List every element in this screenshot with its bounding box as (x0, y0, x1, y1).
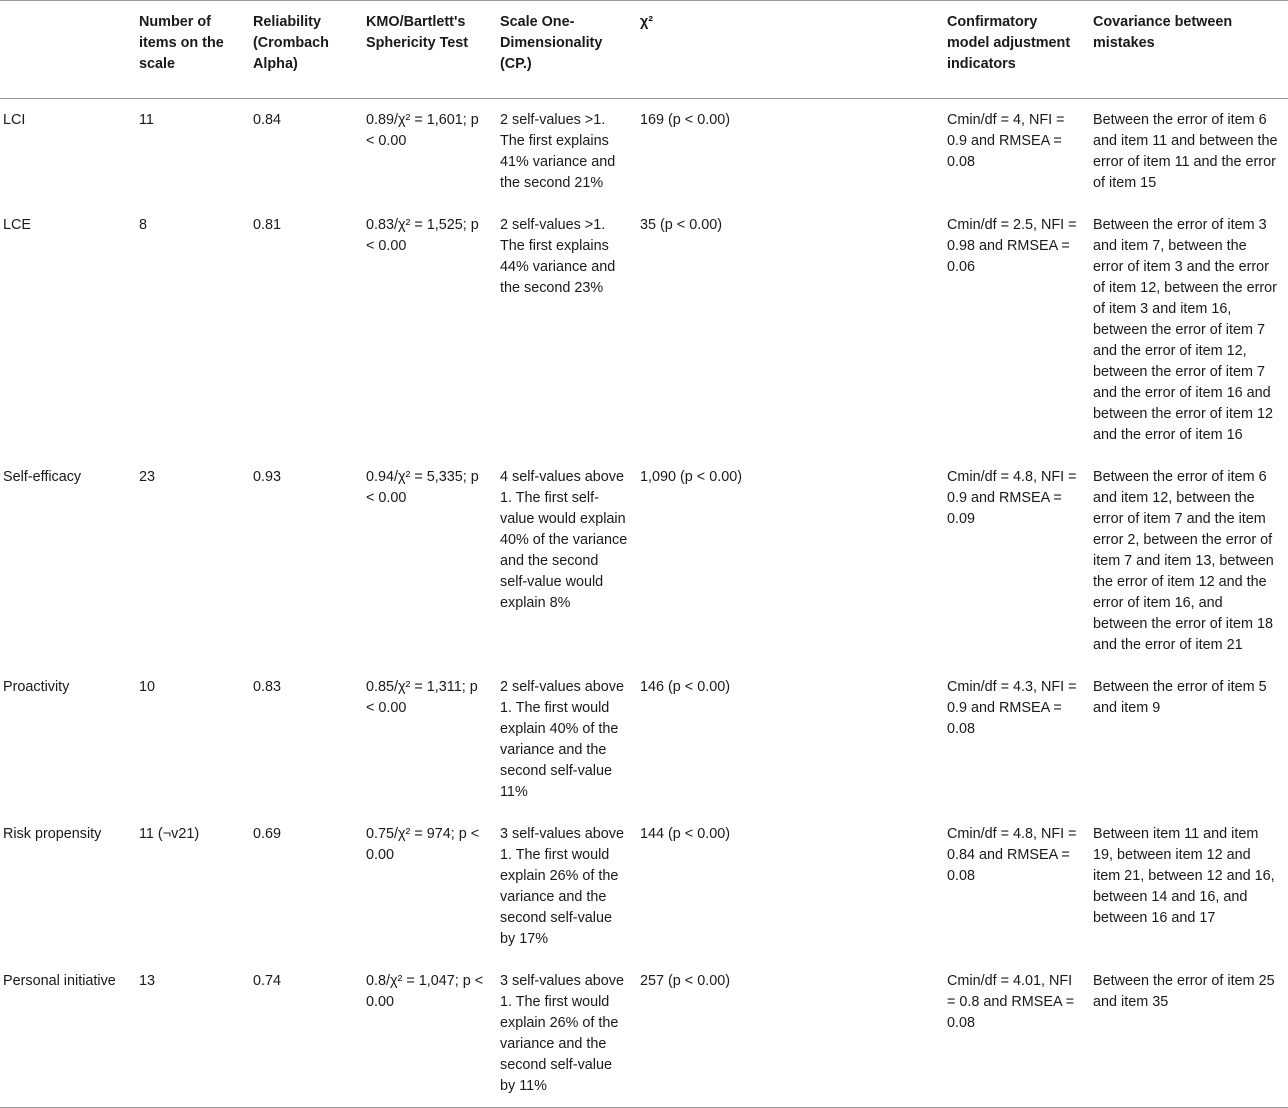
cell-items: 11 (139, 112, 154, 128)
cell-covariance: Between item 11 and item 19, between item 12 and item 21, between 12 and 16, between 14 and 16, and between 16 and 17 (1093, 826, 1275, 926)
cell-chi2: 169 (p < 0.00) (640, 112, 731, 128)
table-row (0, 99, 1288, 205)
cell-reliability: 0.81 (253, 217, 282, 233)
cell-scale: Risk propensity (3, 826, 102, 842)
header-dimensionality: Scale One-Dimensionality (CP.) (497, 1, 637, 99)
header-row (0, 1, 1288, 99)
cell-kmo: 0.83/χ² = 1,525; p < 0.00 (366, 217, 479, 254)
table-header (0, 1, 1288, 99)
cell-indicators: Cmin/df = 2.5, NFI = 0.98 and RMSEA = 0.06 (947, 217, 1077, 275)
cell-dimensionality: 4 self-values above 1. The first self-value would explain 40% of the variance and the second self-value would explain 8% (500, 469, 628, 611)
cell-kmo: 0.75/χ² = 974; p < 0.00 (366, 826, 480, 863)
header-reliability: Reliability (Crombach Alpha) (250, 1, 363, 99)
header-covariance: Covariance between mistakes (1090, 1, 1288, 99)
cell-covariance: Between the error of item 25 and item 35 (1090, 960, 1288, 1108)
cell-covariance: Between the error of item 3 and item 7, between the error of item 3 and the error of item 12, between the error of item 3 and item 16, between the error of item 7 and the error of item 12, between the error of item 7 and the error of item 16 and between the error of item 12 and the error of item 16 (1093, 217, 1277, 443)
cell-chi2: 257 (p < 0.00) (637, 960, 944, 1108)
cell-kmo: 0.94/χ² = 5,335; p < 0.00 (366, 469, 479, 506)
cell-kmo: 0.8/χ² = 1,047; p < 0.00 (363, 960, 497, 1108)
cell-reliability: 0.84 (253, 112, 282, 128)
cell-dimensionality: 2 self-values >1. The first explains 41% variance and the second 21% (500, 112, 616, 191)
cell-items: 23 (139, 469, 156, 485)
table-body (0, 99, 1288, 1108)
cell-reliability: 0.74 (250, 960, 363, 1108)
cell-scale: Proactivity (3, 679, 70, 695)
table-row (0, 960, 1288, 1108)
cell-reliability: 0.69 (253, 826, 282, 842)
table-row (0, 813, 1288, 960)
cell-dimensionality: 3 self-values above 1. The first would explain 26% of the variance and the second self-value by 11% (497, 960, 637, 1108)
cell-kmo: 0.89/χ² = 1,601; p < 0.00 (366, 112, 479, 149)
cell-chi2: 144 (p < 0.00) (640, 826, 731, 842)
cell-indicators: Cmin/df = 4.01, NFI = 0.8 and RMSEA = 0.08 (944, 960, 1090, 1108)
table-row (0, 666, 1288, 813)
header-indicators: Confirmatory model adjustment indicators (944, 1, 1090, 99)
header-items: Number of items on the scale (136, 1, 250, 99)
cell-scale: Self-efficacy (3, 469, 82, 485)
cell-items: 10 (139, 679, 156, 695)
table-row (0, 456, 1288, 666)
cell-dimensionality: 2 self-values >1. The first explains 44% variance and the second 23% (500, 217, 616, 296)
cell-indicators: Cmin/df = 4.3, NFI = 0.9 and RMSEA = 0.08 (947, 679, 1077, 737)
cell-reliability: 0.83 (253, 679, 282, 695)
cell-scale: LCE (3, 217, 31, 233)
cell-items: 8 (139, 217, 148, 233)
cell-covariance: Between the error of item 6 and item 12, between the error of item 7 and the item error 2, between the error of item 7 and item 13, between the error of item 12 and the error of item 16, and between the error of item 18 and the error of item 21 (1093, 469, 1274, 653)
cell-covariance: Between the error of item 6 and item 11 and between the error of item 11 and the error of item 15 (1093, 112, 1278, 191)
cell-chi2: 1,090 (p < 0.00) (640, 469, 743, 485)
header-chi2: χ² (637, 1, 944, 99)
cell-covariance: Between the error of item 5 and item 9 (1093, 679, 1267, 716)
cell-items: 13 (136, 960, 250, 1108)
header-kmo: KMO/Bartlett's Sphericity Test (363, 1, 497, 99)
cell-kmo: 0.85/χ² = 1,311; p < 0.00 (366, 679, 478, 716)
cell-items: 11 (¬v21) (139, 826, 200, 842)
cell-dimensionality: 2 self-values above 1. The first would explain 40% of the variance and the second self-value 11% (500, 679, 624, 800)
cell-reliability: 0.93 (253, 469, 282, 485)
cell-indicators: Cmin/df = 4, NFI = 0.9 and RMSEA = 0.08 (947, 112, 1065, 170)
cell-scale: Personal initiative (0, 960, 136, 1108)
cell-chi2: 146 (p < 0.00) (640, 679, 731, 695)
cell-indicators: Cmin/df = 4.8, NFI = 0.84 and RMSEA = 0.08 (947, 826, 1077, 884)
cell-chi2: 35 (p < 0.00) (640, 217, 723, 233)
header-scale (0, 1, 136, 99)
cell-dimensionality: 3 self-values above 1. The first would explain 26% of the variance and the second self-value by 17% (500, 826, 624, 947)
cell-scale: LCI (3, 112, 26, 128)
table-row (0, 204, 1288, 456)
cell-indicators: Cmin/df = 4.8, NFI = 0.9 and RMSEA = 0.09 (947, 469, 1077, 527)
